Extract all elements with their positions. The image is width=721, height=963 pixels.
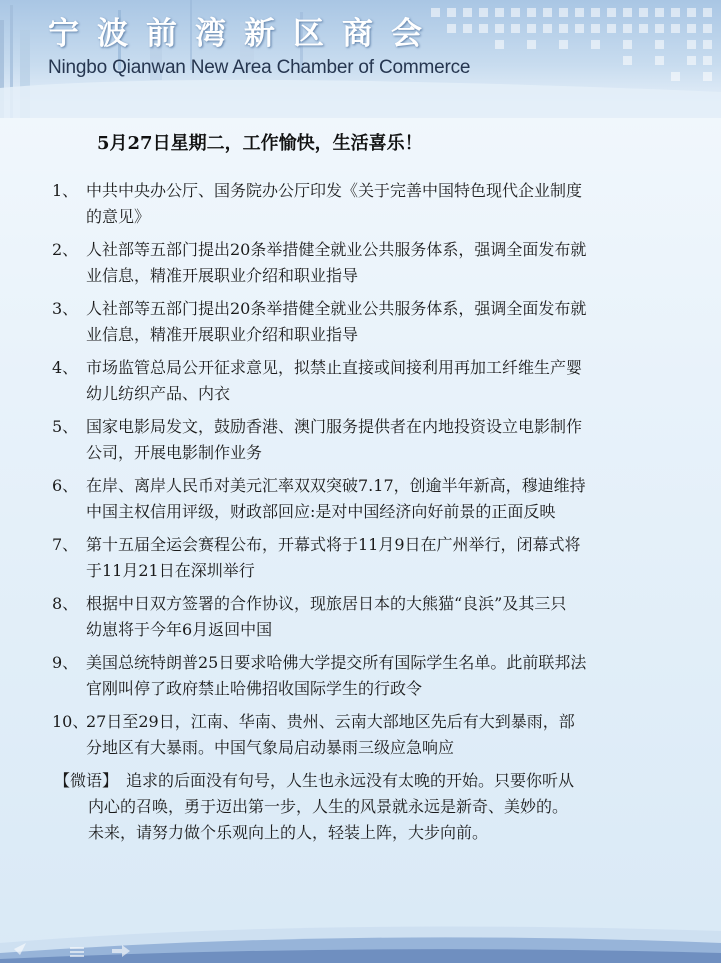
- news-item-6: [0, 473, 721, 525]
- news-number: 5、: [52, 417, 79, 436]
- page-headline: 5月27日星期二，工作愉快，生活喜乐！: [97, 133, 423, 154]
- news-line: 中共中央办公厅、国务院办公厅印发《关于完善中国特色现代企业制度: [86, 181, 583, 200]
- news-number: 1、: [52, 181, 79, 200]
- news-line: 的意见》: [86, 207, 151, 226]
- news-line: 美国总统特朗普25日要求哈佛大学提交所有国际学生名单。此前联邦法: [86, 653, 587, 672]
- header-banner: [0, 0, 721, 118]
- footer-wave-decoration: [0, 913, 721, 963]
- news-line: 分地区有大暴雨。中国气象局启动暴雨三级应急响应: [86, 738, 455, 757]
- chamber-title-chinese: 宁波前湾新区商会: [48, 16, 440, 52]
- chamber-title-english: Ningbo Qianwan New Area Chamber of Commerce: [48, 57, 471, 78]
- news-line: 市场监管总局公开征求意见，拟禁止直接或间接利用再加工纤维生产婴: [86, 358, 583, 377]
- news-line: 人社部等五部门提出20条举措健全就业公共服务体系，强调全面发布就: [86, 299, 587, 318]
- news-number: 10、: [52, 712, 89, 731]
- news-line: 中国主权信用评级，财政部回应:是对中国经济向好前景的正面反映: [86, 502, 556, 521]
- news-line: 幼儿纺织产品、内衣: [86, 384, 231, 403]
- news-list: [0, 178, 721, 846]
- news-number: 7、: [52, 535, 79, 554]
- news-item-5: [0, 414, 721, 466]
- news-number: 3、: [52, 299, 79, 318]
- news-number: 4、: [52, 358, 79, 377]
- news-line: 于11月21日在深圳举行: [86, 561, 255, 580]
- news-item-2: [0, 237, 721, 289]
- news-line: 根据中日双方签署的合作协议，现旅居日本的大熊猫“良浜”及其三只: [86, 594, 567, 613]
- news-item-7: [0, 532, 721, 584]
- quote-line: 未来，请努力做个乐观向上的人，轻装上阵，大步向前。: [88, 823, 489, 842]
- news-line: 业信息，精准开展职业介绍和职业指导: [86, 325, 359, 344]
- news-number: 9、: [52, 653, 79, 672]
- news-item-4: [0, 355, 721, 407]
- daily-quote: [0, 768, 721, 846]
- news-line: 官刚叫停了政府禁止哈佛招收国际学生的行政令: [86, 679, 423, 698]
- news-line: 27日至29日，江南、华南、贵州、云南大部地区先后有大到暴雨，部: [86, 712, 575, 731]
- news-item-9: [0, 650, 721, 702]
- news-number: 6、: [52, 476, 79, 495]
- quote-line: 内心的召唤，勇于迈出第一步，人生的风景就永远是新奇、美妙的。: [88, 797, 569, 816]
- news-line: 幼崽将于今年6月返回中国: [86, 620, 273, 639]
- news-number: 2、: [52, 240, 79, 259]
- news-line: 第十五届全运会赛程公布，开幕式将于11月9日在广州举行，闭幕式将: [86, 535, 581, 554]
- news-item-8: [0, 591, 721, 643]
- news-item-10: [0, 709, 721, 761]
- quote-label: 【微语】: [54, 771, 119, 790]
- news-line: 业信息，精准开展职业介绍和职业指导: [86, 266, 359, 285]
- quote-line: 追求的后面没有句号，人生也永远没有太晚的开始。只要你听从: [126, 771, 575, 790]
- news-item-3: [0, 296, 721, 348]
- news-line: 公司，开展电影制作业务: [86, 443, 263, 462]
- news-line: 在岸、离岸人民币对美元汇率双双突破7.17，创逾半年新高，穆迪维持: [86, 476, 586, 495]
- news-line: 国家电影局发文，鼓励香港、澳门服务提供者在内地投资设立电影制作: [86, 417, 583, 436]
- news-number: 8、: [52, 594, 79, 613]
- news-line: 人社部等五部门提出20条举措健全就业公共服务体系，强调全面发布就: [86, 240, 587, 259]
- news-item-1: [0, 178, 721, 230]
- decorative-grid: [391, 0, 721, 95]
